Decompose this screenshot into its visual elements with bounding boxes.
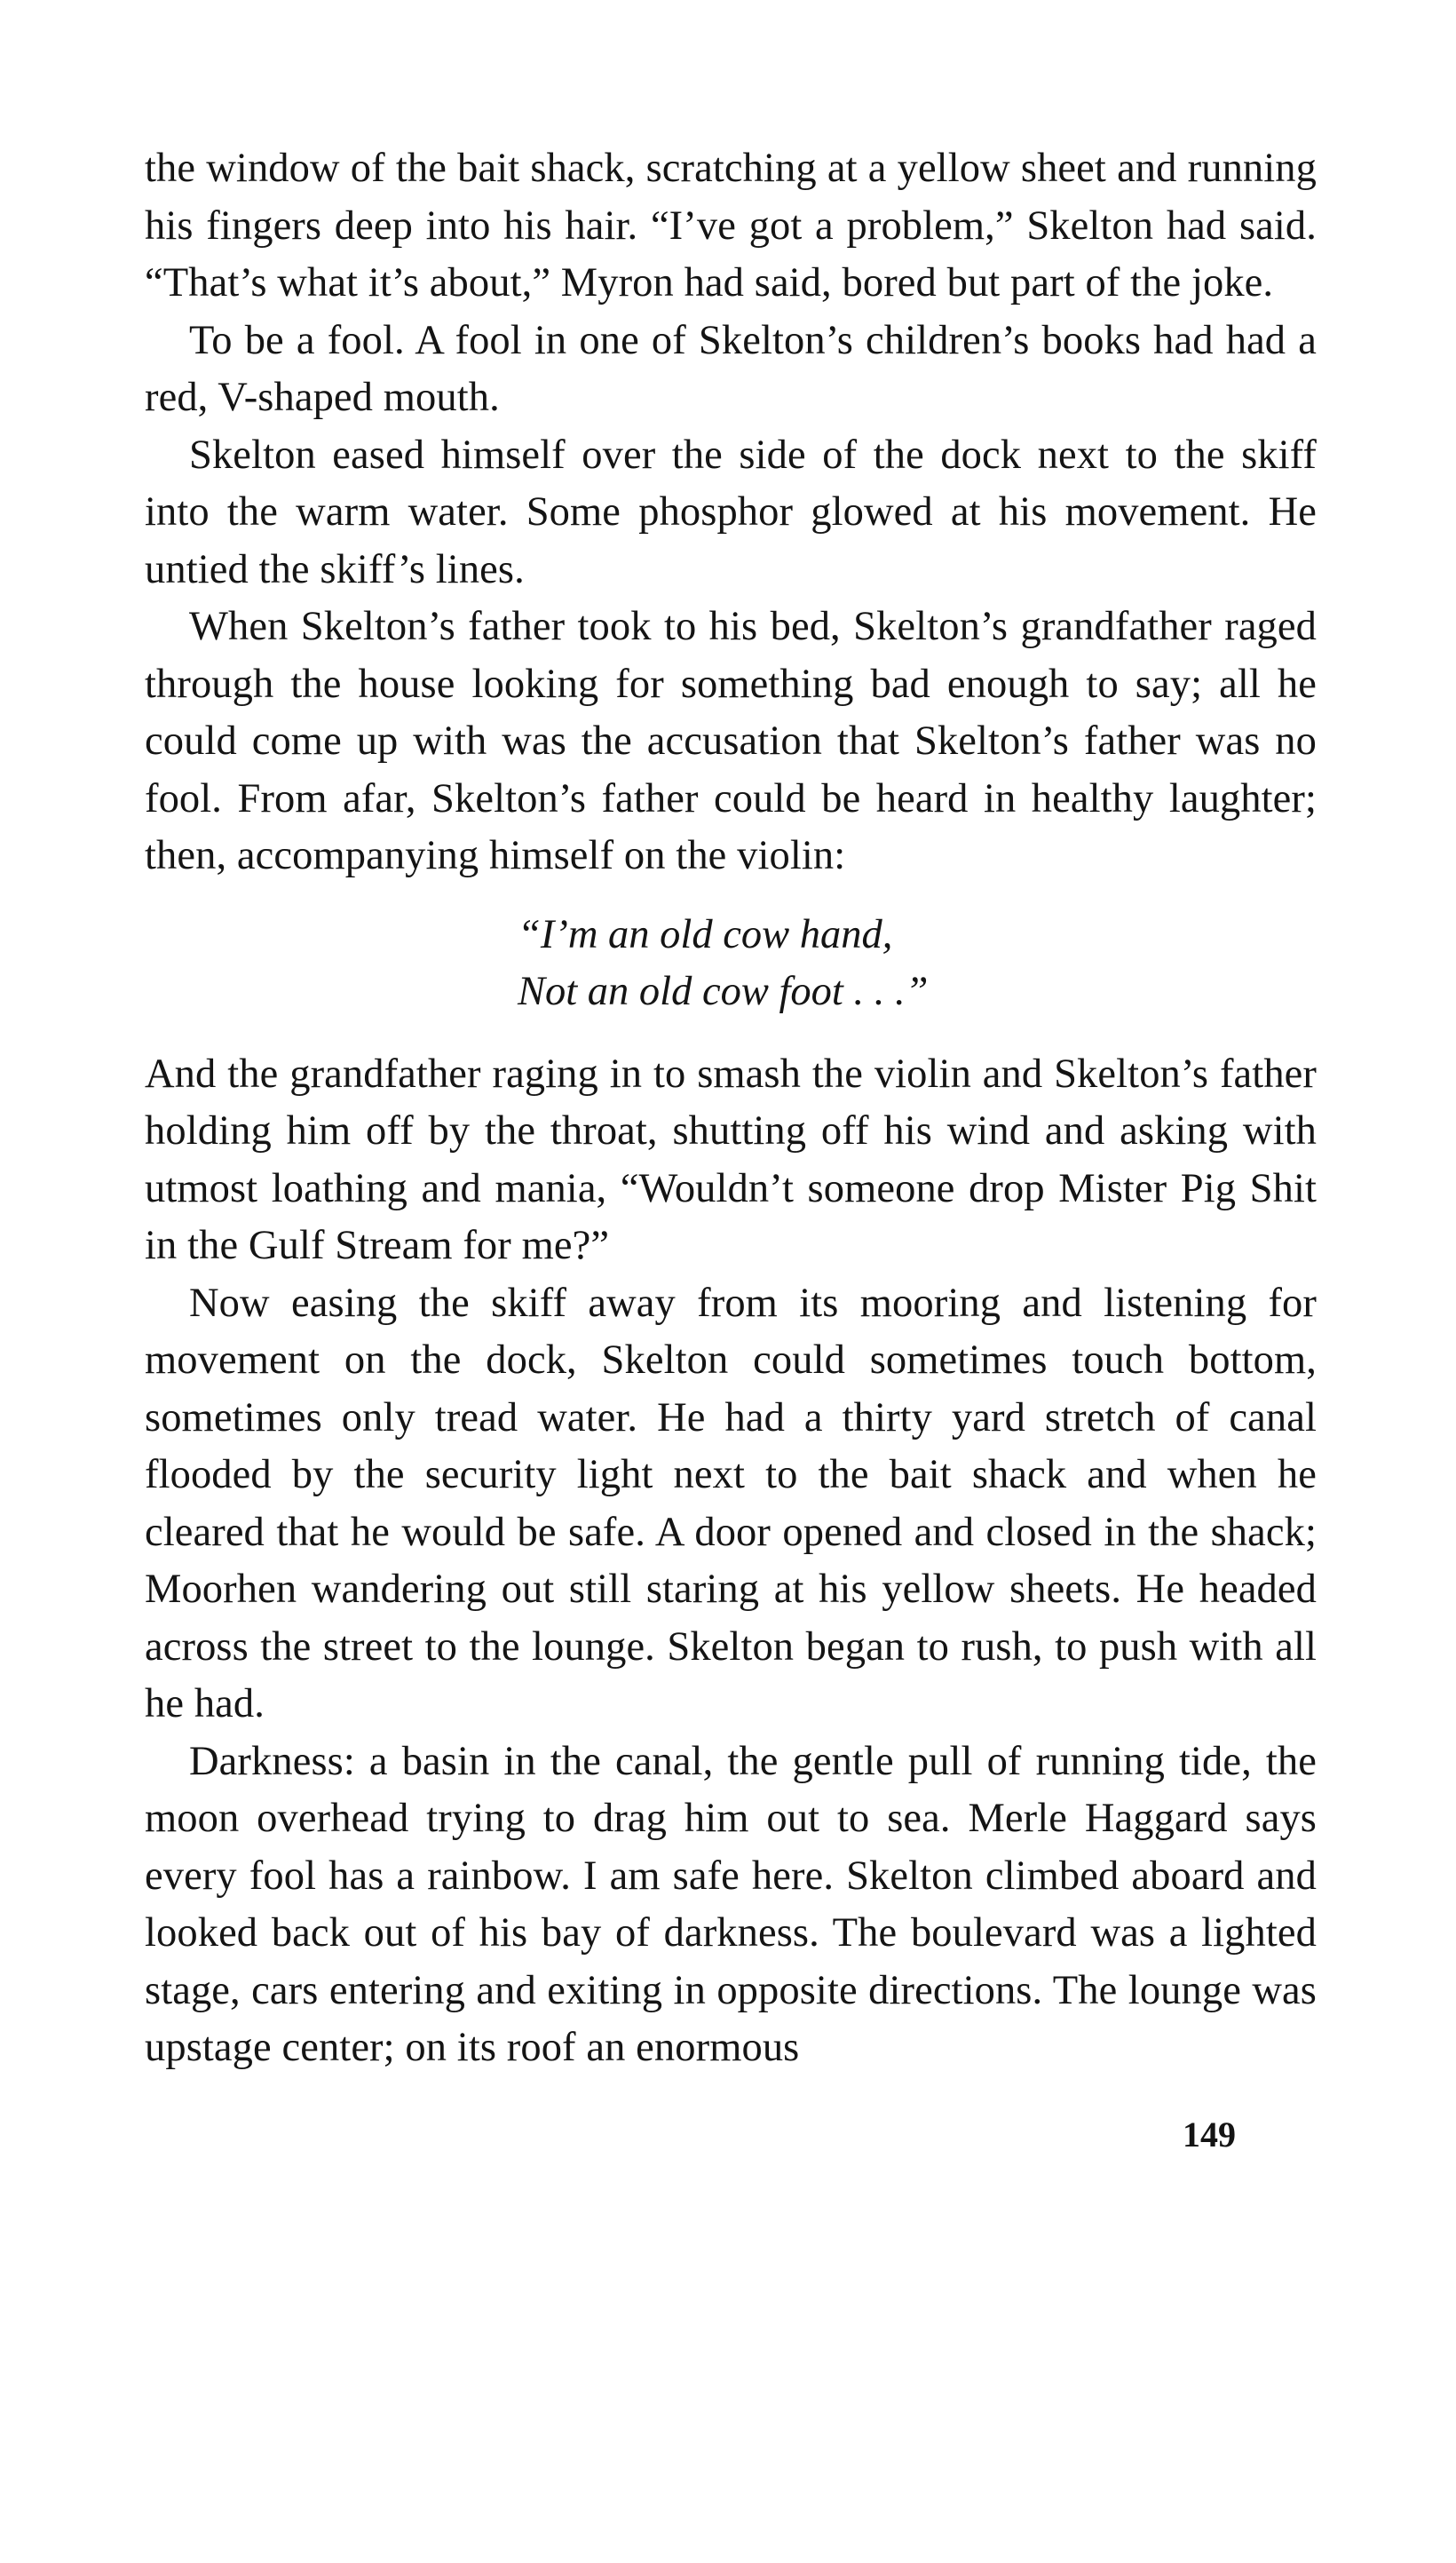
body-text — [145, 140, 1317, 2077]
paragraph-2: To be a fool. A fool in one of Skelton’s children’s books had had a red, V-shaped mouth. — [145, 317, 1317, 420]
verse-line-1: “I’m an old cow hand, — [518, 911, 893, 957]
verse-line-2: Not an old cow foot . . .” — [518, 969, 929, 1014]
paragraph-7: Darkness: a basin in the canal, the gentle pull of running tide, the moon overhead trying to drag him out to sea. Merle Haggard says every fool has a rainbow. I am safe here. Skelton climbed aboard and looked back out of his bay of darkness. The boulevard was a lighted stage, cars entering and exiting in opposite directions. The lounge was upstage center; on its roof an enormous — [145, 1738, 1317, 2070]
paragraph-5: And the grandfather raging in to smash the violin and Skelton’s father holding him off by the throat, shutting off his wind and asking with utmost loathing and mania, “Wouldn’t someone drop Mister Pig Shit in the Gulf Stream for me?” — [145, 1051, 1317, 1268]
song-verse — [145, 907, 1317, 1021]
paragraph-3: Skelton eased himself over the side of the dock next to the skiff into the warm water. Some phosphor glowed at his movement. He untied the skiff’s lines. — [145, 432, 1317, 592]
page-number: 149 — [1183, 2115, 1236, 2154]
paragraph-6: Now easing the skiff away from its mooring and listening for movement on the dock, Skelton could sometimes touch bottom, sometimes only tread water. He had a thirty yard stretch of canal flooded by the security light next to the bait shack and when he cleared that he would be safe. A door opened and closed in the shack; Moorhen wandering out still staring at his yellow sheets. He headed across the street to the lounge. Skelton began to rush, to push with all he had. — [145, 1280, 1317, 1726]
paragraph-1: the window of the bait shack, scratching at a yellow sheet and running his fingers deep into his hair. “I’ve got a problem,” Skelton had said. “That’s what it’s about,” Myron had said, bored but part of the joke. — [145, 146, 1317, 305]
paragraph-4: When Skelton’s father took to his bed, Skelton’s grandfather raged through the house looking for something bad enough to say; all he could come up with was the accusation that Skelton’s father was no fool. From afar, Skelton’s father could be heard in healthy laughter; then, accompanying himself on the violin: — [145, 604, 1317, 878]
